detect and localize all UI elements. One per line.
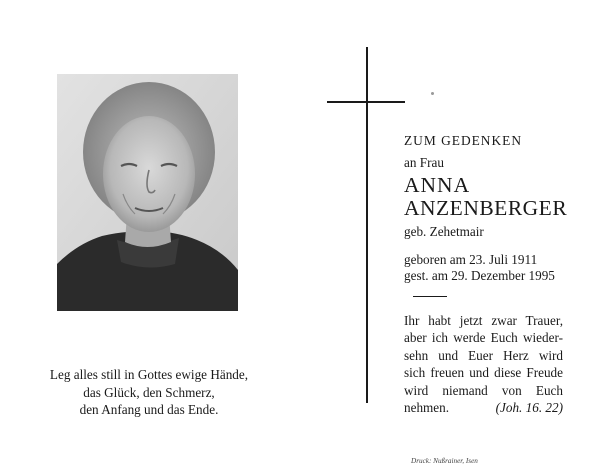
- verse-line: sich freuen und diese Freude: [404, 365, 563, 381]
- bible-verse: [404, 312, 563, 416]
- maiden-name: geb. Zehetmair: [404, 224, 484, 239]
- portrait-photo: [57, 74, 238, 311]
- first-name: ANNA: [404, 173, 471, 197]
- poem-line: den Anfang und das Ende.: [79, 402, 219, 417]
- verse-last-word: nehmen.: [404, 400, 450, 416]
- print-speck: [431, 92, 434, 95]
- verse-reference: (Joh. 16. 22): [495, 400, 563, 416]
- death-date: gest. am 29. Dezember 1995: [404, 268, 555, 283]
- verse-line: Ihr habt jetzt zwar Trauer,: [404, 313, 563, 328]
- poem: [20, 366, 278, 419]
- verse-line: aber ich werde Euch wieder-: [404, 330, 563, 346]
- birth-date: geboren am 23. Juli 1911: [404, 252, 538, 267]
- poem-line: das Glück, den Schmerz,: [83, 384, 215, 400]
- verse-last-line: [404, 399, 563, 416]
- last-name: ANZENBERGER: [404, 196, 568, 220]
- printer-credit: Druck: Nußrainer, Isen: [411, 457, 478, 465]
- divider-line: [413, 296, 447, 297]
- poem-line: Leg alles still in Gottes ewige Hände,: [49, 367, 249, 382]
- name-prefix: an Frau: [404, 155, 444, 170]
- portrait-illustration: [57, 74, 238, 311]
- cross-horizontal-bar: [327, 101, 405, 103]
- heading: ZUM GEDENKEN: [404, 133, 522, 148]
- verse-line: sehn und Euer Herz wird: [404, 347, 563, 363]
- verse-line: wird niemand von Euch: [404, 382, 563, 398]
